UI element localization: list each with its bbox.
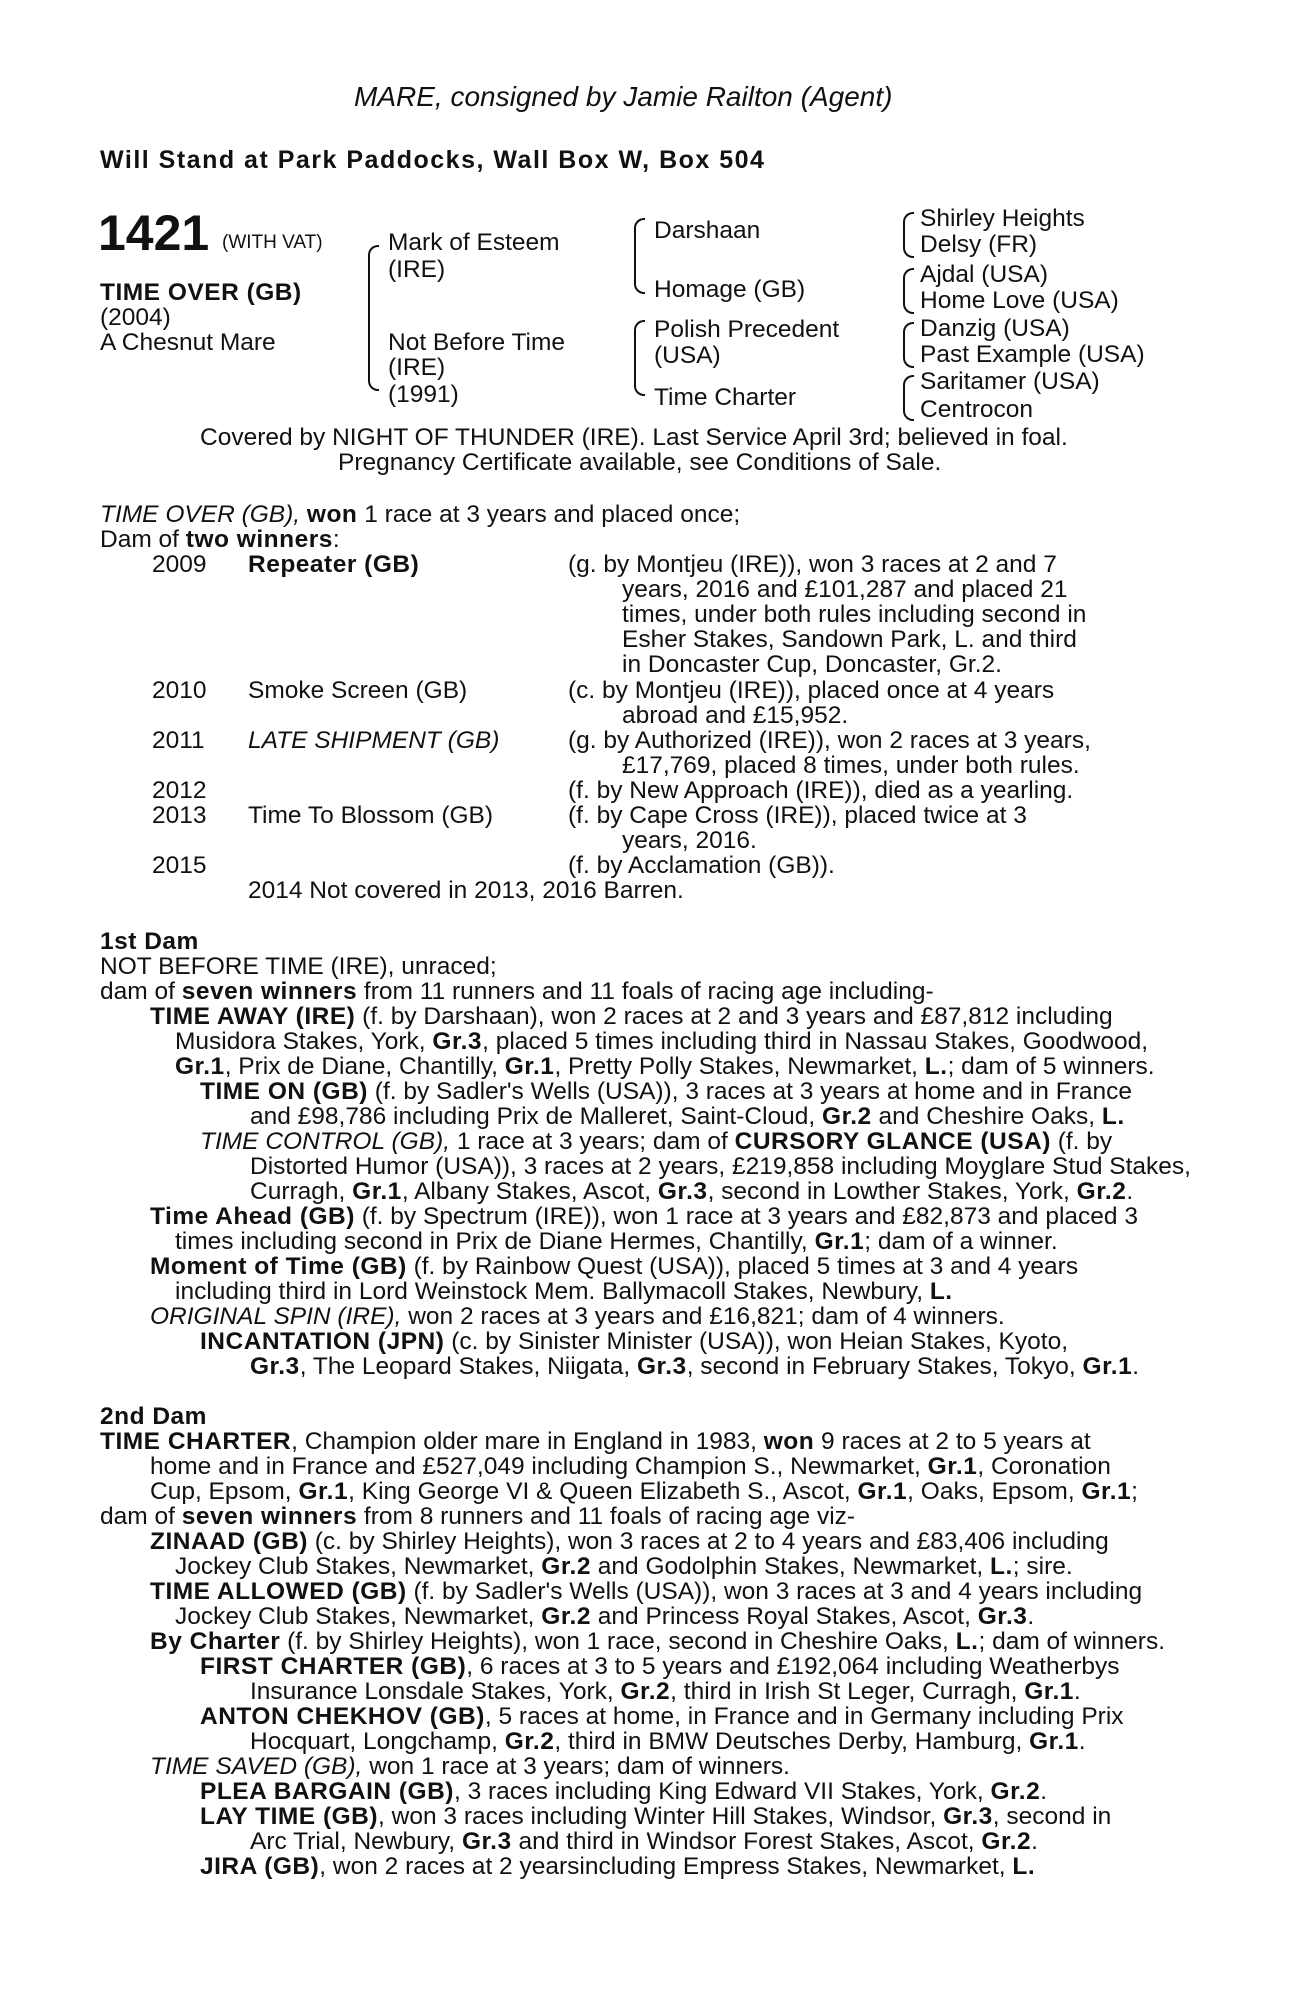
ped-sds: Ajdal (USA): [920, 261, 1048, 288]
stand-line: Will Stand at Park Paddocks, Wall Box W, Box 504: [100, 146, 766, 174]
dam-line: TIME SAVED (GB), won 1 race at 3 years; dam of winners.: [150, 1753, 790, 1780]
dam-of-line: Dam of two winners:: [100, 526, 340, 553]
dam-line: Gr.3, The Leopard Stakes, Niigata, Gr.3, second in February Stakes, Tokyo, Gr.1.: [250, 1353, 1140, 1380]
dam-dam: Time Charter: [654, 384, 797, 411]
dam-sire-country: (USA): [654, 342, 721, 369]
produce-detail: in Doncaster Cup, Doncaster, Gr.2.: [622, 651, 1002, 678]
produce-detail: years, 2016.: [622, 827, 757, 854]
dam-line: By Charter (f. by Shirley Heights), won 1 race, second in Cheshire Oaks, L.; dam of winners.: [150, 1628, 1166, 1655]
produce-detail: times, under both rules including second in: [622, 601, 1087, 628]
produce-name: Smoke Screen (GB): [248, 677, 468, 704]
sire-sire: Darshaan: [654, 217, 761, 244]
dam-line: TIME CHARTER, Champion older mare in England in 1983, won 9 races at 2 to 5 years at: [100, 1428, 1091, 1455]
pregnancy-line: Pregnancy Certificate available, see Conditions of Sale.: [338, 449, 942, 476]
dam-country: (IRE): [388, 354, 446, 381]
dam-line: Gr.1, Prix de Diane, Chantilly, Gr.1, Pretty Polly Stakes, Newmarket, L.; dam of 5 winners.: [175, 1053, 1155, 1080]
dam-line: INCANTATION (JPN) (c. by Sinister Minister (USA)), won Heian Stakes, Kyoto,: [200, 1328, 1069, 1355]
dam-line: including third in Lord Weinstock Mem. Ballymacoll Stakes, Newbury, L.: [175, 1278, 953, 1305]
brace: [903, 322, 914, 368]
dam-line: Cup, Epsom, Gr.1, King George VI & Queen Elizabeth S., Ascot, Gr.1, Oaks, Epsom, Gr.1;: [150, 1478, 1138, 1505]
dam-line: dam of seven winners from 11 runners and 11 foals of racing age including-: [100, 978, 934, 1005]
dam-line: FIRST CHARTER (GB), 6 races at 3 to 5 years and £192,064 including Weatherbys: [200, 1653, 1120, 1680]
section-heading: 1st Dam: [100, 928, 199, 955]
dam-line: TIME ALLOWED (GB) (f. by Sadler's Wells (USA)), won 3 races at 3 and 4 years including: [150, 1578, 1143, 1605]
covered-line: Covered by NIGHT OF THUNDER (IRE). Last Service April 3rd; believed in foal.: [200, 424, 1068, 451]
dam-line: ANTON CHEKHOV (GB), 5 races at home, in France and in Germany including Prix: [200, 1703, 1124, 1730]
produce-note: 2014 Not covered in 2013, 2016 Barren.: [248, 877, 684, 904]
produce-year: 2013: [152, 802, 207, 829]
section-heading: 2nd Dam: [100, 1403, 207, 1430]
sire-country: (IRE): [388, 256, 446, 283]
ped-dss: Danzig (USA): [920, 315, 1070, 342]
dam-line: Time Ahead (GB) (f. by Spectrum (IRE)), won 1 race at 3 years and £82,873 and placed 3: [150, 1203, 1138, 1230]
dam-line: Arc Trial, Newbury, Gr.3 and third in Windsor Forest Stakes, Ascot, Gr.2.: [250, 1828, 1038, 1855]
dam-line: Jockey Club Stakes, Newmarket, Gr.2 and Princess Royal Stakes, Ascot, Gr.3.: [175, 1603, 1035, 1630]
dam-sire: Polish Precedent: [654, 316, 840, 343]
produce-detail: Esher Stakes, Sandown Park, L. and third: [622, 626, 1077, 653]
dam-line: ZINAAD (GB) (c. by Shirley Heights), won 3 races at 2 to 4 years and £83,406 including: [150, 1528, 1109, 1555]
dam-line: dam of seven winners from 8 runners and 11 foals of racing age viz-: [100, 1503, 856, 1530]
brace: [903, 268, 914, 314]
dam-line: Jockey Club Stakes, Newmarket, Gr.2 and Godolphin Stakes, Newmarket, L.; sire.: [175, 1553, 1073, 1580]
produce-detail: (f. by Cape Cross (IRE)), placed twice at 3: [568, 802, 1027, 829]
dam-line: Curragh, Gr.1, Albany Stakes, Ascot, Gr.3, second in Lowther Stakes, York, Gr.2.: [250, 1178, 1134, 1205]
produce-name: Time To Blossom (GB): [248, 802, 494, 829]
ped-dds: Saritamer (USA): [920, 368, 1100, 395]
sire-dam: Homage (GB): [654, 276, 806, 303]
ped-sss: Shirley Heights: [920, 205, 1085, 232]
dam-name: Not Before Time: [388, 329, 566, 356]
dam-line: times including second in Prix de Diane Hermes, Chantilly, Gr.1; dam of a winner.: [175, 1228, 1058, 1255]
ped-dsd: Past Example (USA): [920, 341, 1145, 368]
dam-line: ORIGINAL SPIN (IRE), won 2 races at 3 years and £16,821; dam of 4 winners.: [150, 1303, 1005, 1330]
consignor-line: MARE, consigned by Jamie Railton (Agent): [354, 81, 893, 112]
ped-ddd: Centrocon: [920, 396, 1034, 423]
horse-year: (2004): [100, 304, 171, 331]
dam-line: TIME ON (GB) (f. by Sadler's Wells (USA)), 3 races at 3 years at home and in France: [200, 1078, 1132, 1105]
dam-line: Musidora Stakes, York, Gr.3, placed 5 times including third in Nassau Stakes, Goodwood,: [175, 1028, 1149, 1055]
vat-label: (WITH VAT): [222, 232, 323, 253]
produce-detail: (f. by Acclamation (GB)).: [568, 852, 835, 879]
ped-ssd: Delsy (FR): [920, 231, 1038, 258]
brace: [903, 375, 914, 421]
lot-number: 1421: [98, 205, 210, 261]
dam-line: Insurance Lonsdale Stakes, York, Gr.2, third in Irish St Leger, Curragh, Gr.1.: [250, 1678, 1081, 1705]
horse-description: A Chesnut Mare: [100, 329, 276, 356]
brace: [634, 218, 645, 294]
brace: [903, 212, 914, 258]
dam-line: TIME CONTROL (GB), 1 race at 3 years; dam of CURSORY GLANCE (USA) (f. by: [200, 1128, 1113, 1155]
dam-line: LAY TIME (GB), won 3 races including Winter Hill Stakes, Windsor, Gr.3, second in: [200, 1803, 1112, 1830]
produce-name: Repeater (GB): [248, 551, 420, 578]
produce-detail: (g. by Authorized (IRE)), won 2 races at 3 years,: [568, 727, 1091, 754]
produce-intro: TIME OVER (GB), won 1 race at 3 years and placed once;: [100, 501, 741, 528]
dam-line: TIME AWAY (IRE) (f. by Darshaan), won 2 races at 2 and 3 years and £87,812 including: [150, 1003, 1113, 1030]
ped-sdd: Home Love (USA): [920, 287, 1119, 314]
produce-year: 2012: [152, 777, 207, 804]
produce-detail: (f. by New Approach (IRE)), died as a yearling.: [568, 777, 1074, 804]
horse-name: TIME OVER (GB): [100, 279, 302, 306]
dam-line: Distorted Humor (USA)), 3 races at 2 years, £219,858 including Moyglare Stud Stakes,: [250, 1153, 1191, 1180]
produce-detail: £17,769, placed 8 times, under both rules.: [622, 752, 1080, 779]
produce-detail: abroad and £15,952.: [622, 702, 849, 729]
dam-line: Moment of Time (GB) (f. by Rainbow Quest (USA)), placed 5 times at 3 and 4 years: [150, 1253, 1079, 1280]
produce-detail: (c. by Montjeu (IRE)), placed once at 4 years: [568, 677, 1055, 704]
produce-year: 2015: [152, 852, 207, 879]
produce-detail: (g. by Montjeu (IRE)), won 3 races at 2 and 7: [568, 551, 1057, 578]
sire-name: Mark of Esteem: [388, 229, 560, 256]
dam-line: Hocquart, Longchamp, Gr.2, third in BMW Deutsches Derby, Hamburg, Gr.1.: [250, 1728, 1086, 1755]
dam-line: home and in France and £527,049 including Champion S., Newmarket, Gr.1, Coronation: [150, 1453, 1111, 1480]
produce-name: LATE SHIPMENT (GB): [248, 727, 500, 754]
brace: [634, 320, 645, 396]
produce-year: 2010: [152, 677, 207, 704]
produce-year: 2009: [152, 551, 207, 578]
dam-line: and £98,786 including Prix de Malleret, Saint-Cloud, Gr.2 and Cheshire Oaks, L.: [250, 1103, 1125, 1130]
brace: [368, 245, 379, 391]
produce-year: 2011: [152, 727, 205, 754]
dam-line: PLEA BARGAIN (GB), 3 races including King Edward VII Stakes, York, Gr.2.: [200, 1778, 1048, 1805]
produce-detail: years, 2016 and £101,287 and placed 21: [622, 576, 1068, 603]
dam-line: NOT BEFORE TIME (IRE), unraced;: [100, 953, 497, 980]
dam-year: (1991): [388, 381, 459, 408]
dam-line: JIRA (GB), won 2 races at 2 yearsincluding Empress Stakes, Newmarket, L.: [200, 1853, 1036, 1880]
